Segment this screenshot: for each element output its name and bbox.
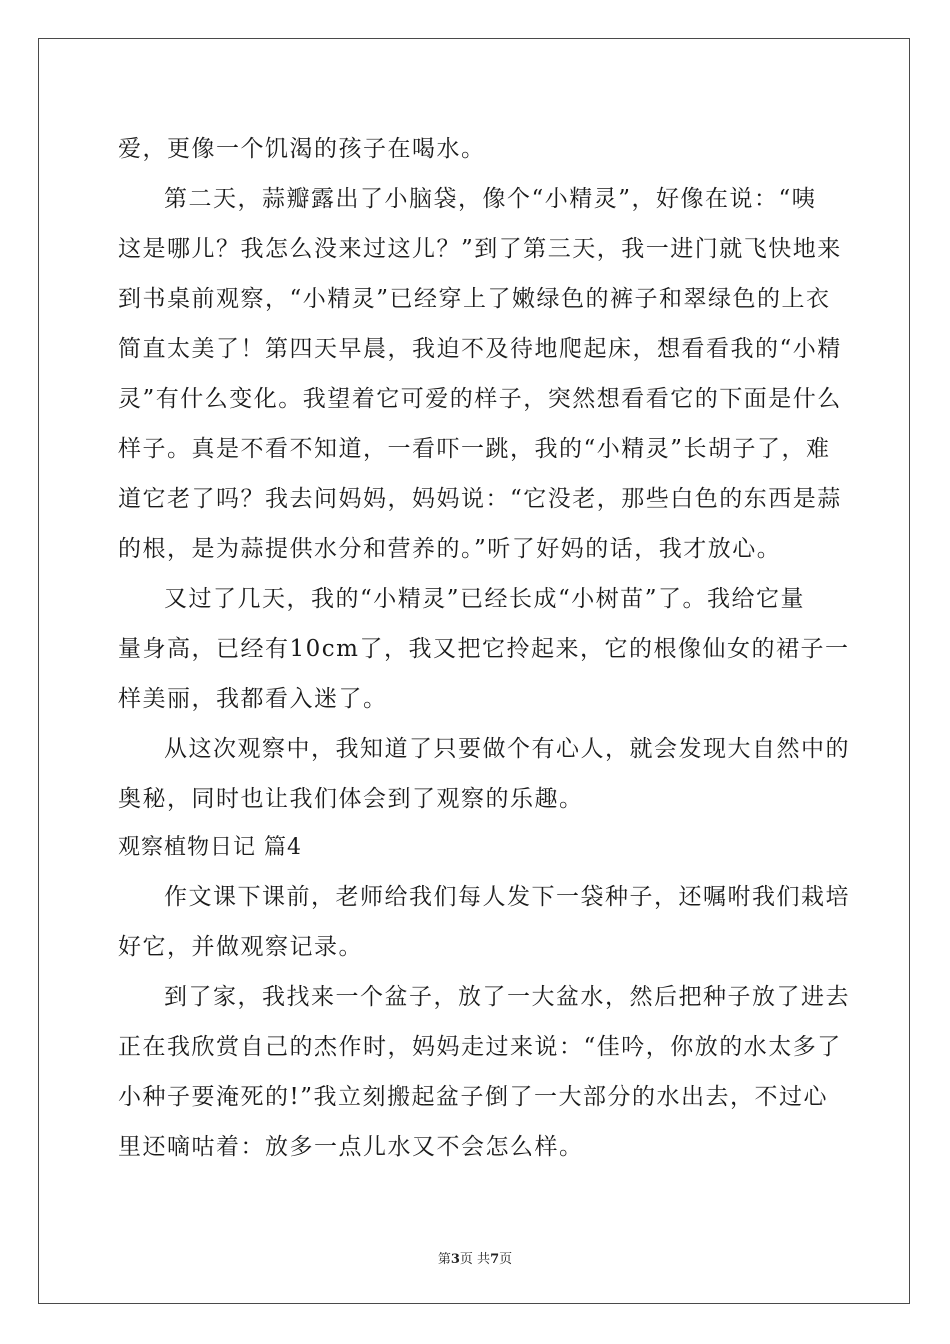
text-line: 样子。真是不看不知道，一看吓一跳，我的“小精灵”长胡子了，难 <box>118 436 831 462</box>
text-line: 量身高，已经有10cm了，我又把它拎起来，它的根像仙女的裙子一 <box>118 636 850 662</box>
text-line: 第二天，蒜瓣露出了小脑袋，像个“小精灵”，好像在说：“咦 <box>164 186 817 212</box>
text-line: 里还嘀咕着：放多一点儿水又不会怎么样。 <box>118 1134 584 1160</box>
text-line: 这是哪儿？我怎么没来过这儿？”到了第三天，我一进门就飞快地来 <box>118 236 842 262</box>
footer-page-mid: 页 共 <box>459 1252 491 1267</box>
text-line: 灵”有什么变化。我望着它可爱的样子，突然想看看它的下面是什么 <box>118 386 842 412</box>
footer-page-total: 7 <box>490 1252 500 1267</box>
paragraph <box>118 872 850 972</box>
paragraph-group-1 <box>118 124 850 824</box>
paragraph <box>118 972 850 1172</box>
paragraph-group-2 <box>118 872 850 1172</box>
paragraph <box>118 574 850 724</box>
text-line: 爱，更像一个饥渴的孩子在喝水。 <box>118 136 486 162</box>
text-line: 小种子要淹死的!”我立刻搬起盆子倒了一大部分的水出去，不过心 <box>118 1084 829 1110</box>
text-line: 正在我欣赏自己的杰作时，妈妈走过来说：“佳吟，你放的水太多了 <box>118 1034 842 1060</box>
footer-page-suffix: 页 <box>499 1252 513 1267</box>
footer-page-prefix: 第 <box>437 1252 451 1267</box>
text-line: 简直太美了！第四天早晨，我迫不及待地爬起床，想看看我的“小精 <box>118 336 842 362</box>
text-line: 到书桌前观察，“小精灵”已经穿上了嫩绿色的裤子和翠绿色的上衣 <box>118 286 831 312</box>
page-footer <box>0 1248 950 1267</box>
footer-page-current: 3 <box>450 1252 460 1267</box>
text-line: 样美丽，我都看入迷了。 <box>118 686 388 712</box>
paragraph <box>118 124 834 174</box>
text-line: 到了家，我找来一个盆子，放了一大盆水，然后把种子放了进去 <box>164 984 850 1010</box>
document-body <box>118 124 850 1172</box>
text-line: 又过了几天，我的“小精灵”已经长成“小树苗”了。我给它量 <box>164 586 806 612</box>
text-line: 的根，是为蒜提供水分和营养的。”听了好妈的话，我才放心。 <box>118 536 782 562</box>
paragraph <box>118 724 850 824</box>
text-line: 奥秘，同时也让我们体会到了观察的乐趣。 <box>118 786 584 812</box>
section-title: 观察植物日记 篇4 <box>118 835 302 860</box>
text-line: 道它老了吗？我去问妈妈，妈妈说：“它没老，那些白色的东西是蒜 <box>118 486 842 512</box>
paragraph <box>118 174 842 574</box>
text-line: 好它，并做观察记录。 <box>118 934 363 960</box>
text-line: 作文课下课前，老师给我们每人发下一袋种子，还嘱咐我们栽培 <box>164 884 850 910</box>
text-line: 从这次观察中，我知道了只要做个有心人，就会发现大自然中的 <box>164 736 850 762</box>
